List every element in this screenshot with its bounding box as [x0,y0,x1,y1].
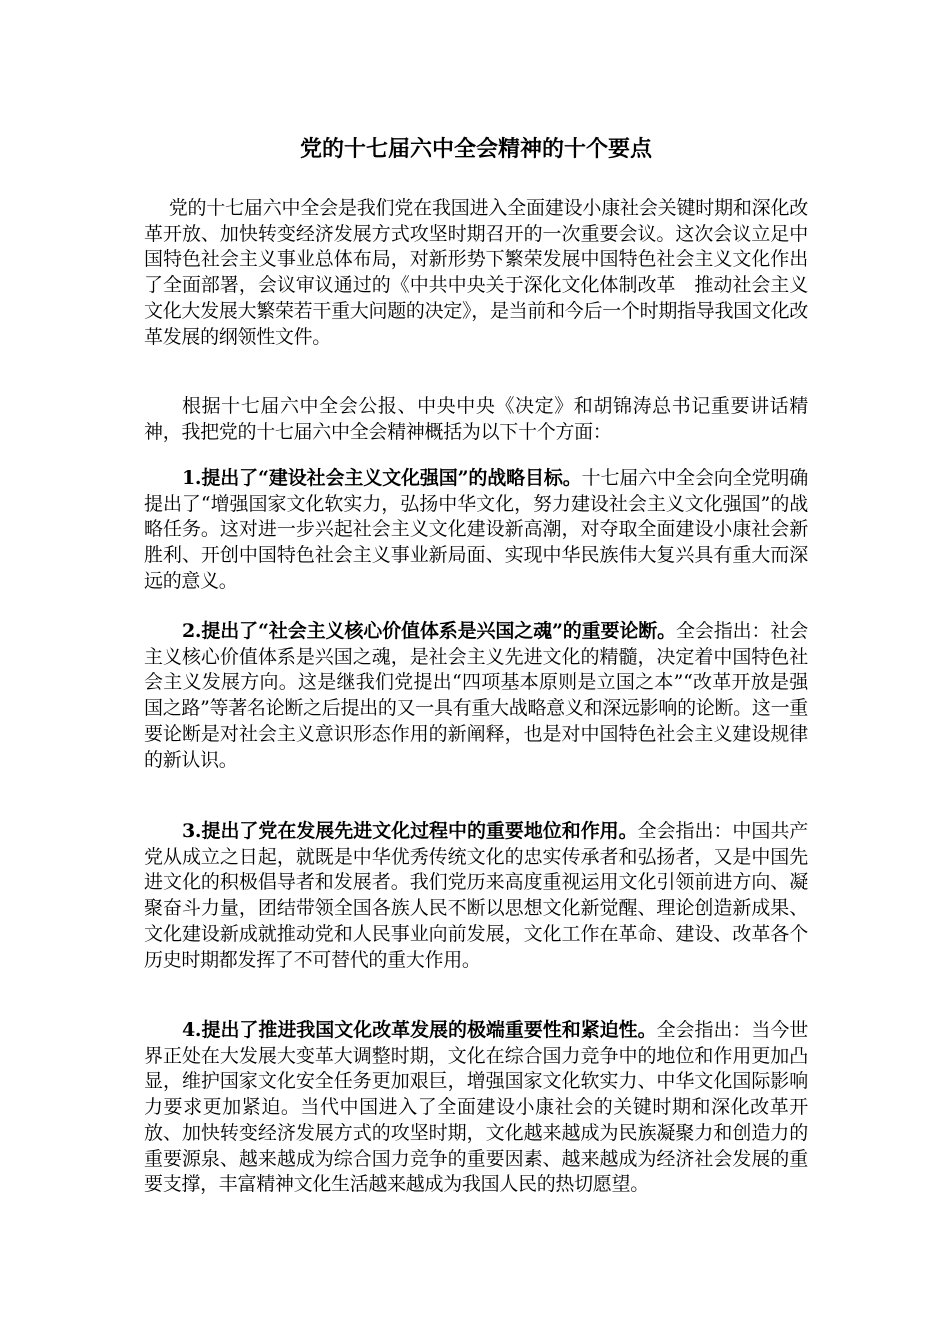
point-body-2: 全会指出：社会主义核心价值体系是兴国之魂，是社会主义先进文化的精髓，决定着中国特色社会主义发展方向。这是继我们党提出“四项基本原则是立国之本”“改革开放是强国之路”等著名论断之后提出的又一具有重大战略意义和深远影响的论断。这一重要论断是对社会主义意识形态作用的新阐释，也是对中国特色社会主义建设规律的新认识。 [144,620,809,771]
point-body-1: 十七届六中全会向全党明确提出了“增强国家文化软实力，弘扬中华文化，努力建设社会主义文化强国”的战略任务。这对进一步兴起社会主义文化建设新高潮，对夺取全面建设小康社会新胜利、开创中国特色社会主义事业新局面、实现中华民族伟大复兴具有重大而深远的意义。 [144,467,809,592]
point-paragraph-3 [144,819,808,973]
point-paragraph-2 [144,619,808,773]
point-body-4: 全会指出：当今世界正处在大发展大变革大调整时期，文化在综合国力竞争中的地位和作用更加凸显，维护国家文化安全任务更加艰巨，增强国家文化软实力、中华文化国际影响力要求更加紧迫。当代中国进入了全面建设小康社会的关键时期和深化改革开放、加快转变经济发展方式的攻坚时期，文化越来越成为民族凝聚力和创造力的重要源泉、越来越成为综合国力竞争的重要因素、越来越成为经济社会发展的重要支撑，丰富精神文化生活越来越成为我国人民的热切愿望。 [144,1019,808,1196]
point-heading-2: 2.提出了“社会主义核心价值体系是兴国之魂”的重要论断。 [182,620,677,642]
point-body-3: 全会指出：中国共产党从成立之日起，就既是中华优秀传统文化的忠实传承者和弘扬者，又是中国先进文化的积极倡导者和发展者。我们党历来高度重视运用文化引领前进方向、凝聚奋斗力量，团结带领全国各族人民不断以思想文化新觉醒、理论创造新成果、文化建设新成就推动党和人民事业向前发展，文化工作在革命、建设、改革各个历史时期都发挥了不可替代的重大作用。 [144,820,808,971]
point-paragraph-4 [144,1018,808,1198]
intro-paragraph: 党的十七届六中全会是我们党在我国进入全面建设小康社会关键时期和深化改革开放、加快转变经济发展方式攻坚时期召开的一次重要会议。这次会议立足中国特色社会主义事业总体布局，对新形势下繁荣发展中国特色社会主义文化作出了全面部署，会议审议通过的《中共中央关于深化文化体制改革 推动社会主义文化大发展大繁荣若干重大问题的决定》，是当前和今后一个时期指导我国文化改革发展的纲领性文件。 [144,197,808,348]
document-page [144,0,808,1344]
point-heading-4: 4.提出了推进我国文化改革发展的极端重要性和紧迫性。 [182,1019,657,1041]
document-title: 党的十七届六中全会精神的十个要点 [299,136,652,162]
basis-paragraph: 根据十七届六中全会公报、中央中央《决定》和胡锦涛总书记重要讲话精神，我把党的十七届六中全会精神概括为以下十个方面： [144,395,808,443]
point-paragraph-1 [144,466,808,595]
point-heading-3: 3.提出了党在发展先进文化过程中的重要地位和作用。 [182,820,638,842]
point-heading-1: 1.提出了“建设社会主义文化强国”的战略目标。 [182,467,582,489]
